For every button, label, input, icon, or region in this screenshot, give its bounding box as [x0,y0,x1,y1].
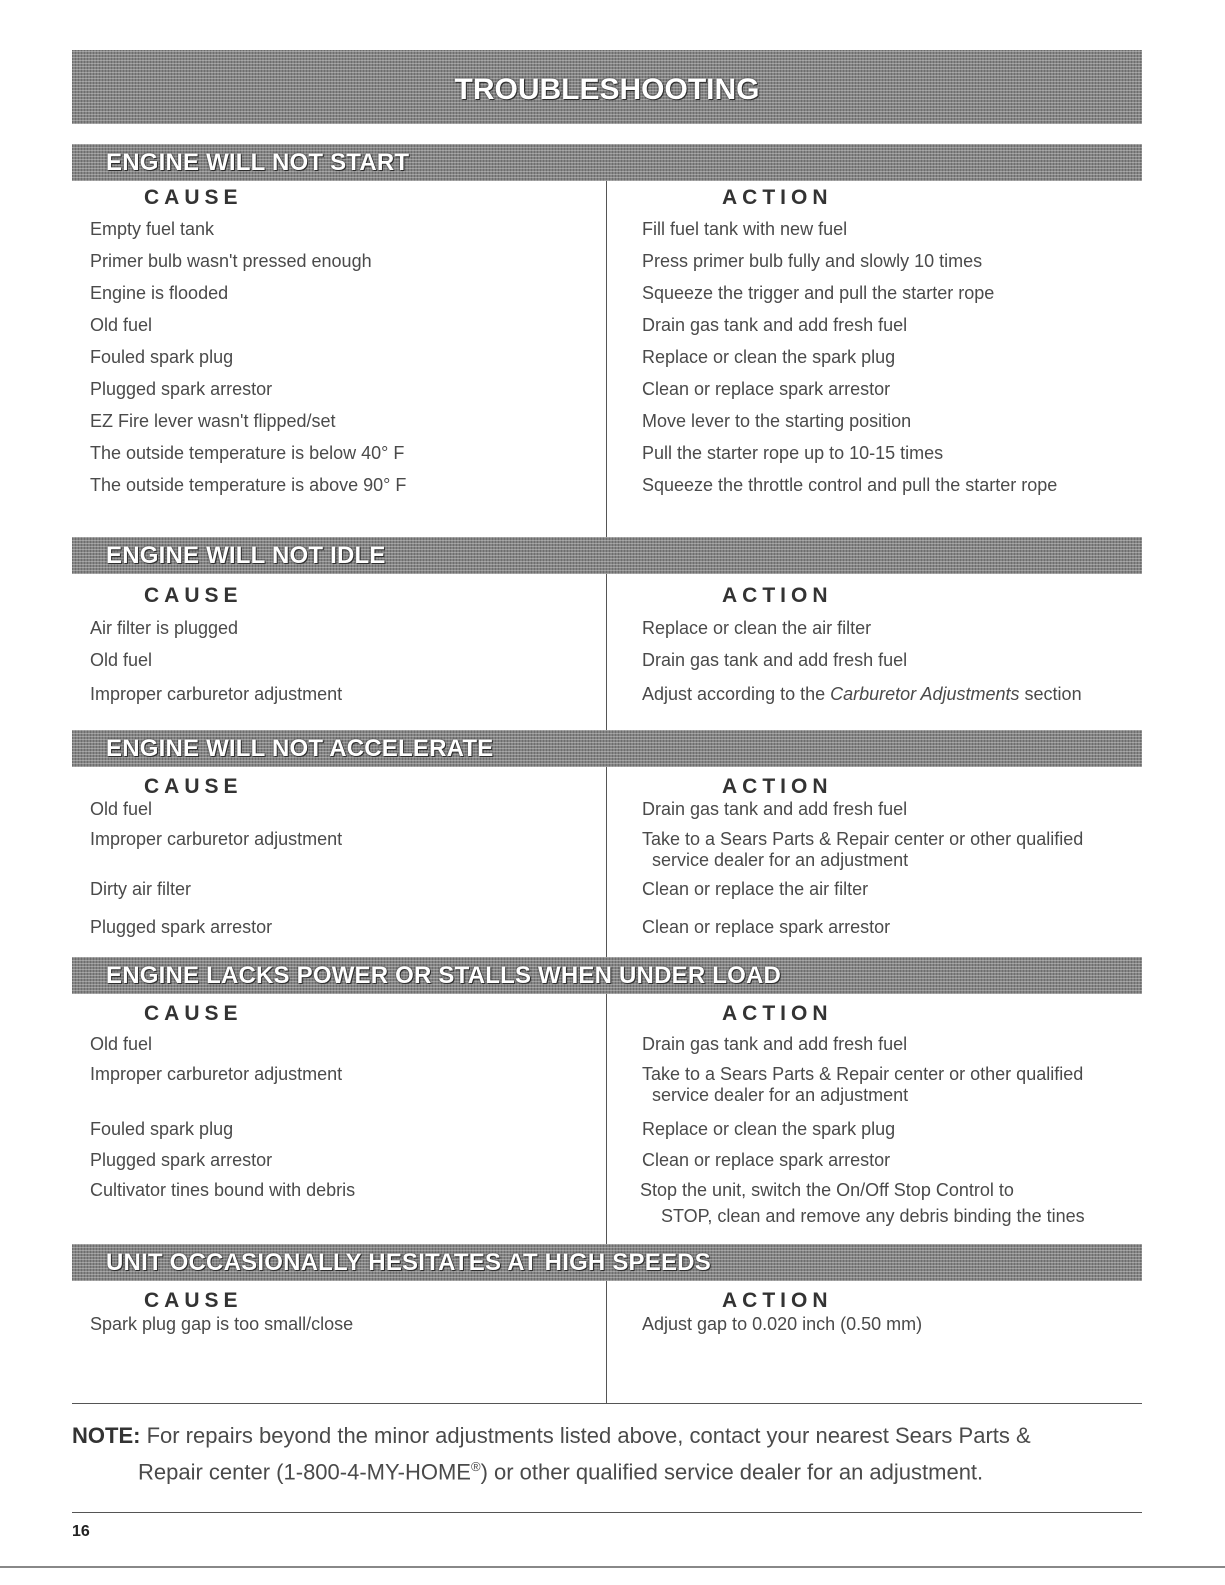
action-text: STOP, clean and remove any debris binding the tines [661,1206,1085,1226]
action-text: Drain gas tank and add fresh fuel [642,315,908,335]
cause-text: Cultivator tines bound with debris [90,1180,356,1200]
action-header: ACTION [722,186,833,209]
cause-text: Improper carburetor adjustment [90,1064,343,1084]
section-title: ENGINE WILL NOT START [106,149,410,176]
column-divider [606,574,607,730]
section-banner-unit-hesitates [72,1244,1142,1281]
section-banner-engine-will-not-start [72,144,1142,181]
column-divider [606,181,607,537]
action-text: Take to a Sears Parts & Repair center or other qualified [642,829,1084,849]
cause-text: Primer bulb wasn't pressed enough [90,251,372,271]
cause-text: Plugged spark arrestor [90,379,273,399]
cause-text: Empty fuel tank [90,219,215,239]
column-divider [606,994,607,1244]
cause-text: The outside temperature is below 40° F [90,443,405,463]
cause-text: Improper carburetor adjustment [90,829,343,849]
cause-text: EZ Fire lever wasn't flipped/set [90,411,336,431]
carburetor-adjustments-reference: Carburetor Adjustments [830,684,1020,704]
cause-text: Engine is flooded [90,283,229,303]
section-title: ENGINE WILL NOT ACCELERATE [106,735,494,762]
cause-text: Fouled spark plug [90,347,234,367]
section-title: ENGINE LACKS POWER OR STALLS WHEN UNDER LOAD [106,962,782,989]
cause-header: CAUSE [144,1002,243,1025]
action-text: Pull the starter rope up to 10-15 times [642,443,944,463]
section-title: UNIT OCCASIONALLY HESITATES AT HIGH SPEEDS [106,1249,711,1276]
cause-header: CAUSE [144,186,243,209]
section-banner-engine-will-not-idle [72,537,1142,574]
section-title: ENGINE WILL NOT IDLE [106,542,386,569]
action-text: service dealer for an adjustment [652,1085,909,1105]
page-title: TROUBLESHOOTING [454,73,760,106]
cause-text: Fouled spark plug [90,1119,234,1139]
action-header: ACTION [722,584,833,607]
action-text: service dealer for an adjustment [652,850,909,870]
action-text: Drain gas tank and add fresh fuel [642,1034,908,1054]
cause-text: Improper carburetor adjustment [90,684,343,704]
note-text: For repairs beyond the minor adjustments listed above, contact your nearest Sears Parts & [140,1423,1031,1448]
cause-text: Old fuel [90,799,153,819]
action-text: Clean or replace spark arrestor [642,379,891,399]
column-divider [606,767,607,957]
registered-mark: ® [470,1459,481,1474]
action-text: Clean or replace spark arrestor [642,1150,891,1170]
cause-text: Plugged spark arrestor [90,917,273,937]
cause-text: Old fuel [90,650,153,670]
action-text: Fill fuel tank with new fuel [642,219,848,239]
note-paragraph [72,1420,1031,1487]
action-text: Drain gas tank and add fresh fuel [642,799,908,819]
action-text: Drain gas tank and add fresh fuel [642,650,908,670]
action-header: ACTION [722,775,833,798]
action-text: Replace or clean the spark plug [642,1119,896,1139]
action-text: Replace or clean the air filter [642,618,872,638]
cause-text: The outside temperature is above 90° F [90,475,407,495]
page-number: 16 [72,1523,90,1540]
cause-header: CAUSE [144,1289,243,1312]
table-bottom-rule [72,1403,1142,1404]
cause-text: Old fuel [90,315,153,335]
action-text: Move lever to the starting position [642,411,912,431]
cause-text: Dirty air filter [90,879,192,899]
column-divider [606,1281,607,1403]
action-text: Clean or replace spark arrestor [642,917,891,937]
action-header: ACTION [722,1289,833,1312]
action-text: Squeeze the throttle control and pull the starter rope [642,475,1058,495]
page-title-banner [72,50,1142,124]
action-text: Stop the unit, switch the On/Off Stop Control to [640,1180,1014,1200]
action-text: Squeeze the trigger and pull the starter rope [642,283,995,303]
cause-text: Plugged spark arrestor [90,1150,273,1170]
page-edge-rule [0,1566,1225,1568]
cause-text: Air filter is plugged [90,618,239,638]
footer-rule [72,1512,1142,1513]
cause-text: Old fuel [90,1034,153,1054]
action-header: ACTION [722,1002,833,1025]
action-text [642,684,1082,705]
action-text-part: Adjust according to the [642,684,831,704]
section-banner-engine-lacks-power [72,957,1142,994]
note-label: NOTE: [72,1423,141,1448]
cause-text: Spark plug gap is too small/close [90,1314,354,1334]
note-text: Repair center (1-800-4-MY-HOME [138,1459,471,1485]
note-line-1 [72,1420,1031,1451]
cause-header: CAUSE [144,584,243,607]
note-line-2 [72,1451,1031,1487]
action-text-part: section [1019,684,1082,704]
action-text: Clean or replace the air filter [642,879,869,899]
action-text: Press primer bulb fully and slowly 10 times [642,251,983,271]
action-text: Take to a Sears Parts & Repair center or other qualified [642,1064,1084,1084]
action-text: Replace or clean the spark plug [642,347,896,367]
action-text: Adjust gap to 0.020 inch (0.50 mm) [642,1314,923,1334]
note-text: ) or other qualified service dealer for an adjustment. [480,1459,984,1485]
section-banner-engine-will-not-accelerate [72,730,1142,767]
cause-header: CAUSE [144,775,243,798]
